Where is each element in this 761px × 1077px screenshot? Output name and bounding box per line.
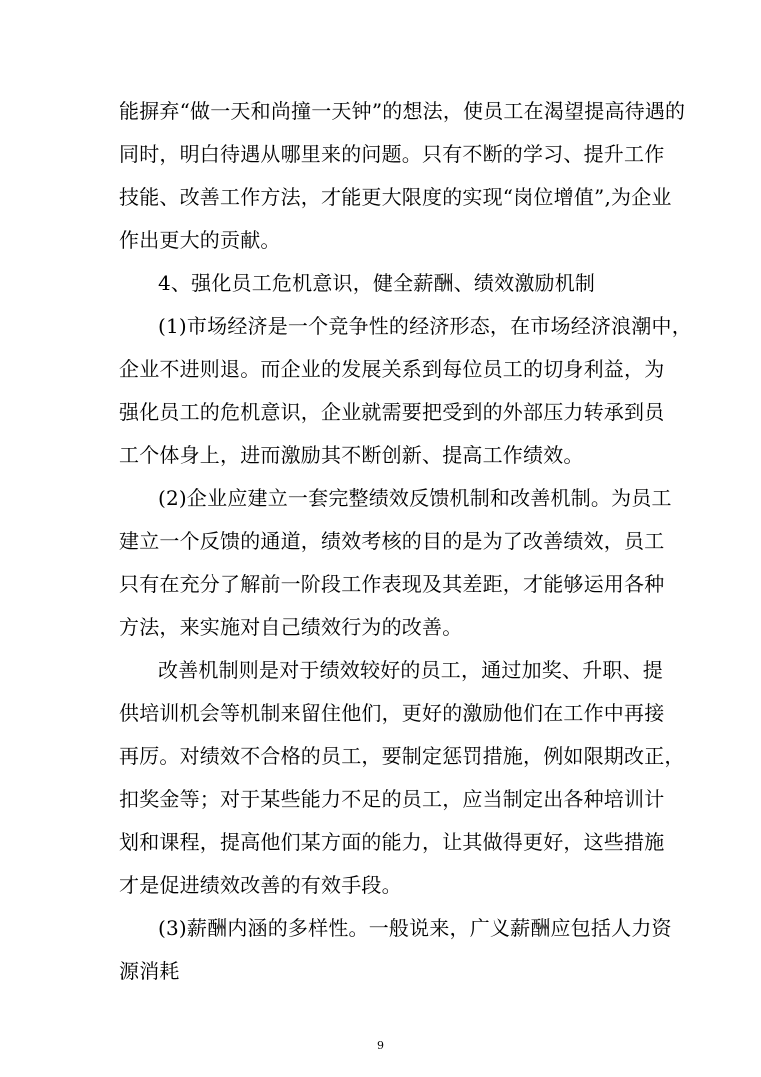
text-line: 作出更大的贡献。 bbox=[119, 228, 281, 252]
text-line: 扣奖金等；对于某些能力不足的员工，应当制定出各种培训计 bbox=[119, 787, 665, 811]
text-line: (2)企业应建立一套完整绩效反馈机制和改善机制。为员工 bbox=[158, 486, 672, 510]
text-line: 方法，来实施对自己绩效行为的改善。 bbox=[119, 615, 463, 639]
text-line: 能摒弃“做一天和尚撞一天钟”的想法，使员工在渴望提高待遇的 bbox=[119, 99, 686, 123]
text-line: 源消耗 bbox=[119, 959, 180, 983]
text-line: 才是促进绩效改善的有效手段。 bbox=[119, 873, 402, 897]
text-line: 强化员工的危机意识，企业就需要把受到的外部压力转承到员 bbox=[119, 400, 665, 424]
text-line: 只有在充分了解前一阶段工作表现及其差距，才能够运用各种 bbox=[119, 572, 665, 596]
text-line: (3)薪酬内涵的多样性。一般说来，广义薪酬应包括人力资 bbox=[158, 916, 672, 940]
text-line: (1)市场经济是一个竞争性的经济形态，在市场经济浪潮中， bbox=[158, 314, 692, 338]
text-line: 再厉。对绩效不合格的员工，要制定惩罚措施，例如限期改正， bbox=[119, 744, 685, 768]
text-line: 改善机制则是对于绩效较好的员工，通过加奖、升职、提 bbox=[158, 658, 663, 682]
text-line: 供培训机会等机制来留住他们，更好的激励他们在工作中再接 bbox=[119, 701, 665, 725]
text-line: 同时，明白待遇从哪里来的问题。只有不断的学习、提升工作 bbox=[119, 142, 665, 166]
section-heading: 4、强化员工危机意识，健全薪酬、绩效激励机制 bbox=[158, 271, 596, 295]
text-line: 划和课程，提高他们某方面的能力，让其做得更好，这些措施 bbox=[119, 830, 665, 854]
text-line: 技能、改善工作方法，才能更大限度的实现“岗位增值”,为企业 bbox=[119, 185, 672, 209]
page-number: 9 bbox=[377, 1039, 384, 1052]
text-line: 企业不进则退。而企业的发展关系到每位员工的切身利益，为 bbox=[119, 357, 665, 381]
text-line: 建立一个反馈的通道，绩效考核的目的是为了改善绩效，员工 bbox=[119, 529, 665, 553]
text-line: 工个体身上，进而激励其不断创新、提高工作绩效。 bbox=[119, 443, 584, 467]
